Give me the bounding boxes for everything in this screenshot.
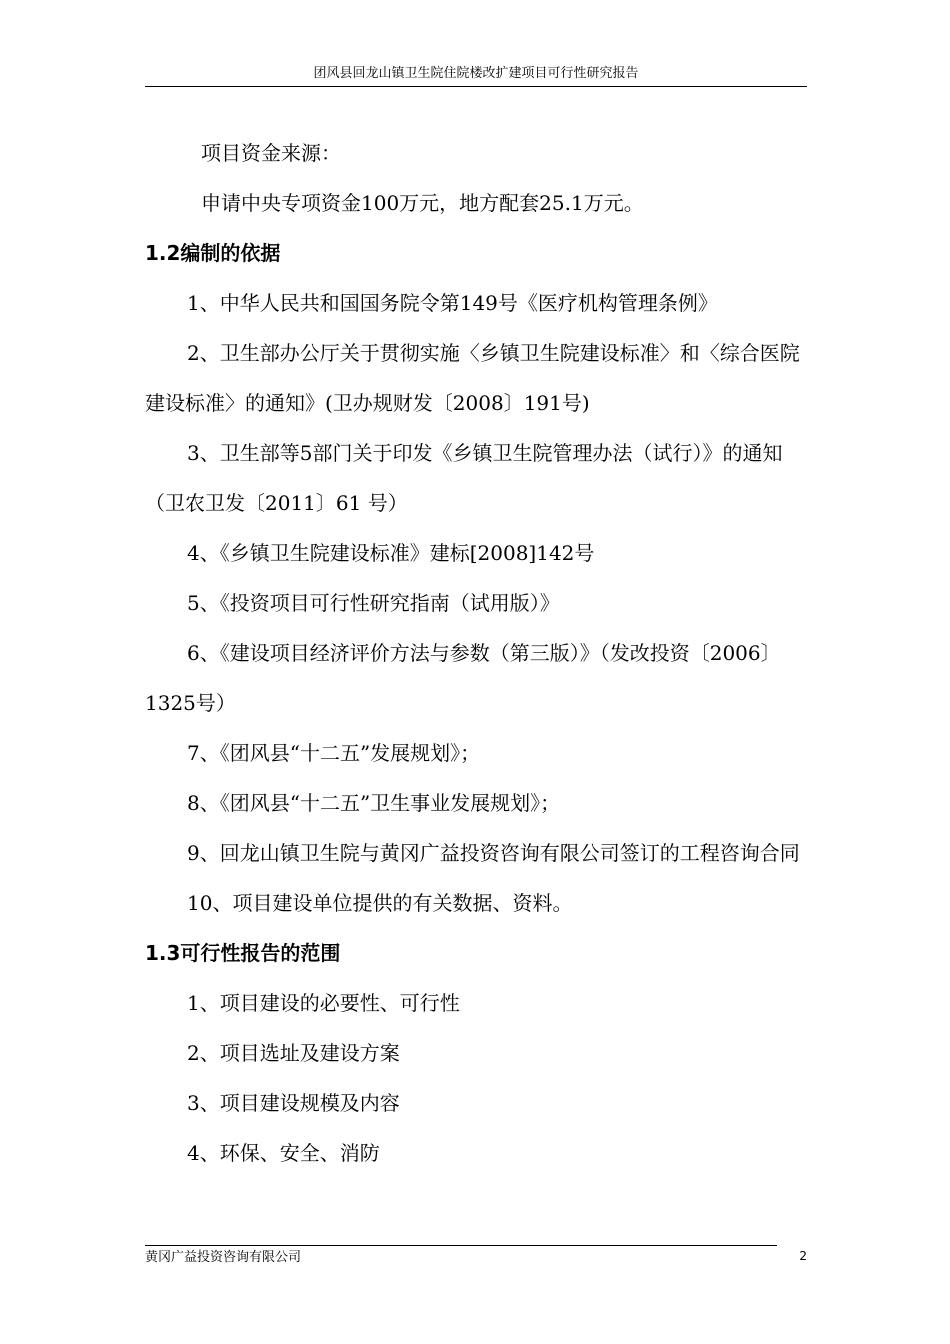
header-title: 团风县回龙山镇卫生院住院楼改扩建项目可行性研究报告 bbox=[313, 66, 639, 81]
scope-item-1: 1、项目建设的必要性、可行性 bbox=[187, 991, 460, 1015]
basis-item-3: 3、卫生部等5部门关于印发《乡镇卫生院管理办法（试行）》的通知（卫农卫发〔2011〕61 号） bbox=[145, 441, 783, 515]
basis-item-1: 1、中华人民共和国国务院令第149号《医疗机构管理条例》 bbox=[187, 291, 718, 315]
scope-item-2: 2、项目选址及建设方案 bbox=[187, 1041, 400, 1065]
page-number: 2 bbox=[799, 1249, 807, 1263]
basis-item-2: 2、卫生部办公厅关于贯彻实施〈乡镇卫生院建设标准〉和〈综合医院建设标准〉的通知》(卫办规财发〔2008〕191号) bbox=[145, 341, 800, 415]
basis-item-8: 8、《团风县“十二五”卫生事业发展规划》； bbox=[187, 791, 561, 815]
page-footer bbox=[145, 1245, 807, 1269]
basis-item-7: 7、《团风县“十二五”发展规划》； bbox=[187, 741, 481, 765]
page-header bbox=[145, 66, 807, 87]
funding-label: 项目资金来源： bbox=[201, 141, 341, 165]
section-heading-1-3: 1.3可行性报告的范围 bbox=[145, 941, 341, 965]
basis-item-9: 9、回龙山镇卫生院与黄冈广益投资咨询有限公司签订的工程咨询合同 bbox=[187, 841, 800, 865]
document-body bbox=[145, 128, 807, 1178]
basis-item-5: 5、《投资项目可行性研究指南（试用版）》 bbox=[187, 591, 560, 615]
funding-detail: 申请中央专项资金100万元，地方配套25.1万元。 bbox=[201, 191, 644, 215]
scope-item-3: 3、项目建设规模及内容 bbox=[187, 1091, 400, 1115]
footer-divider bbox=[145, 1245, 777, 1246]
footer-company: 黄冈广益投资咨询有限公司 bbox=[145, 1250, 302, 1265]
basis-item-10: 10、项目建设单位提供的有关数据、资料。 bbox=[187, 891, 573, 915]
section-heading-1-2: 1.2编制的依据 bbox=[145, 241, 281, 265]
scope-item-4: 4、环保、安全、消防 bbox=[187, 1141, 380, 1165]
basis-item-6: 6、《建设项目经济评价方法与参数（第三版）》（发改投资〔2006〕1325号） bbox=[145, 641, 781, 715]
basis-item-4: 4、《乡镇卫生院建设标准》建标[2008]142号 bbox=[187, 541, 595, 565]
